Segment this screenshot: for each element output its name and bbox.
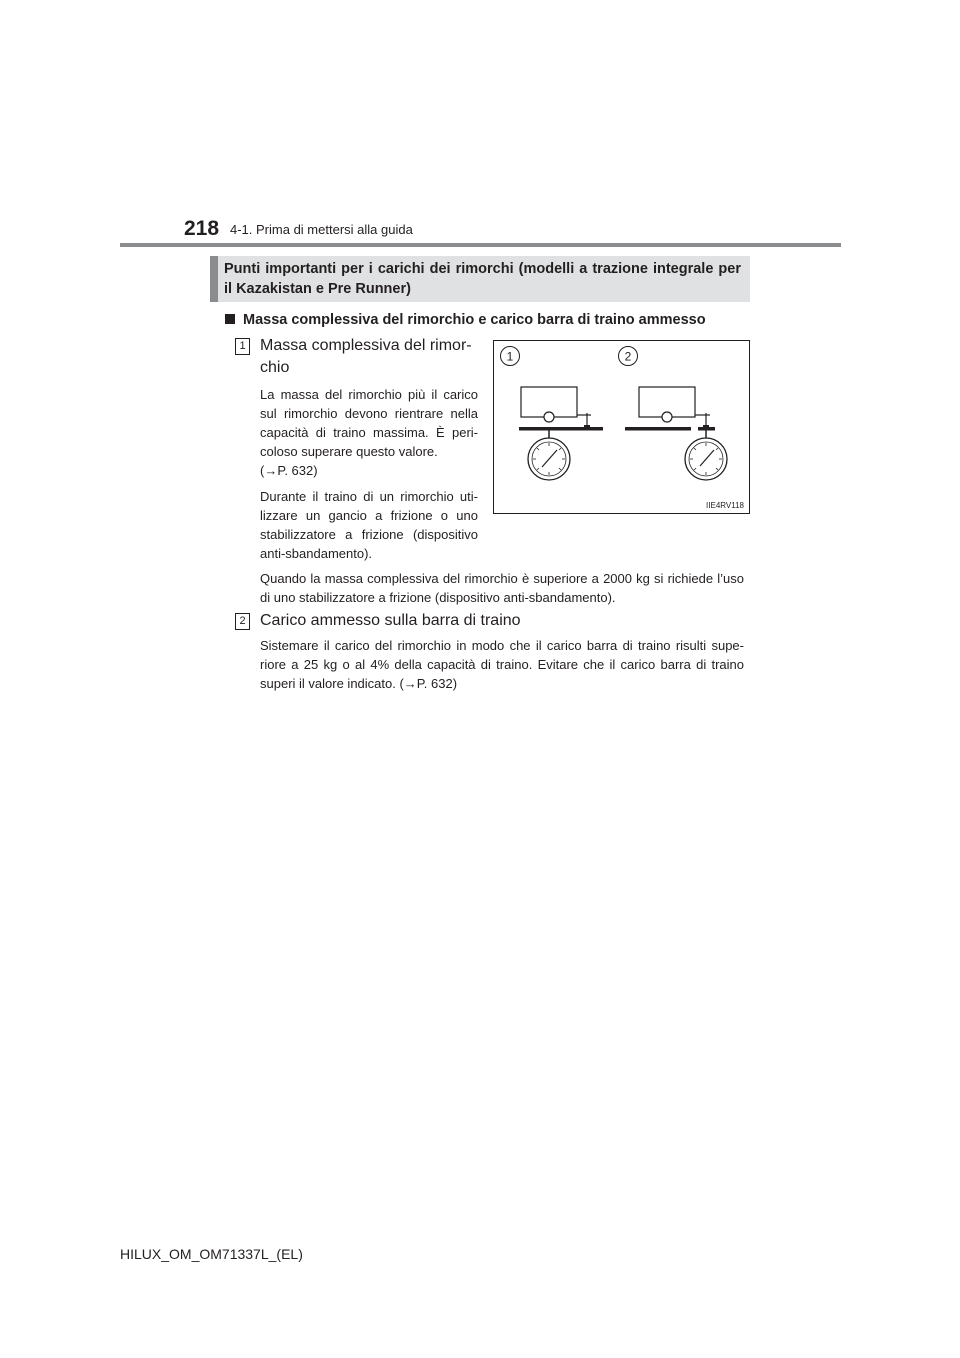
scale-platform-1	[519, 427, 603, 431]
header-rule	[120, 243, 841, 247]
figure-label-2	[619, 347, 638, 366]
figure-label-1	[501, 347, 520, 366]
item-1-reference: (→P. 632)	[260, 463, 318, 478]
figure-label-2-text: 2	[624, 349, 632, 364]
item-1-title: Massa complessiva del rimor- chio	[260, 337, 472, 376]
trailer-scale-illustration	[494, 341, 749, 513]
scale-dial-2-icon	[685, 438, 727, 480]
trailer-2	[639, 387, 710, 429]
trailer-load-figure	[493, 340, 750, 514]
subheading	[225, 310, 706, 330]
item-number-badge-2: 2	[235, 613, 250, 630]
item-2-paragraph: Sistemare il carico del rimorchio in modo che il carico barra di traino risulti supe-riore a 25 kg o al 4% della capacità di traino. Evitare che il carico barra di traino superi il valore indicato. (→P. 632)	[260, 638, 744, 691]
ground-line-2	[625, 427, 691, 431]
trailer-1	[521, 387, 591, 429]
figure-label-1-text: 1	[506, 349, 514, 364]
section-accent-bar	[210, 256, 218, 302]
scale-dial-1-icon	[528, 438, 570, 480]
section-title-box	[210, 256, 750, 302]
figure-code: IIE4RV118	[706, 501, 744, 510]
item-1-paragraph-3: Quando la massa complessiva del rimorchio è superiore a 2000 kg si richiede l’uso di uno stabilizzatore a frizione (dispositivo anti-sbandamento).	[260, 571, 744, 605]
item-1-paragraph-1: La massa del rimorchio più il carico sul rimorchio devono rientrare nella capacità di traino massima. È peri-coloso superare questo valore.	[260, 387, 478, 459]
item-number-badge-1: 1	[235, 338, 250, 355]
page-number: 218	[184, 217, 220, 240]
square-bullet-icon	[225, 314, 235, 324]
subheading-text: Massa complessiva del rimorchio e carico barra di traino ammesso	[243, 312, 706, 328]
footer-document-id: HILUX_OM_OM71337L_(EL)	[120, 1246, 303, 1262]
running-head: 4-1. Prima di mettersi alla guida	[230, 222, 413, 237]
scale-platform-2	[698, 427, 715, 431]
item-2-title: Carico ammesso sulla barra di traino	[260, 612, 521, 629]
section-title: Punti importanti per i carichi dei rimorchi (modelli a trazione integrale per il Kazakistan e Pre Runner)	[224, 261, 741, 297]
item-1-paragraph-2: Durante il traino di un rimorchio uti-lizzare un gancio a frizione o uno stabilizzatore a frizione (dispositivo anti-sbandamento).	[260, 489, 478, 561]
